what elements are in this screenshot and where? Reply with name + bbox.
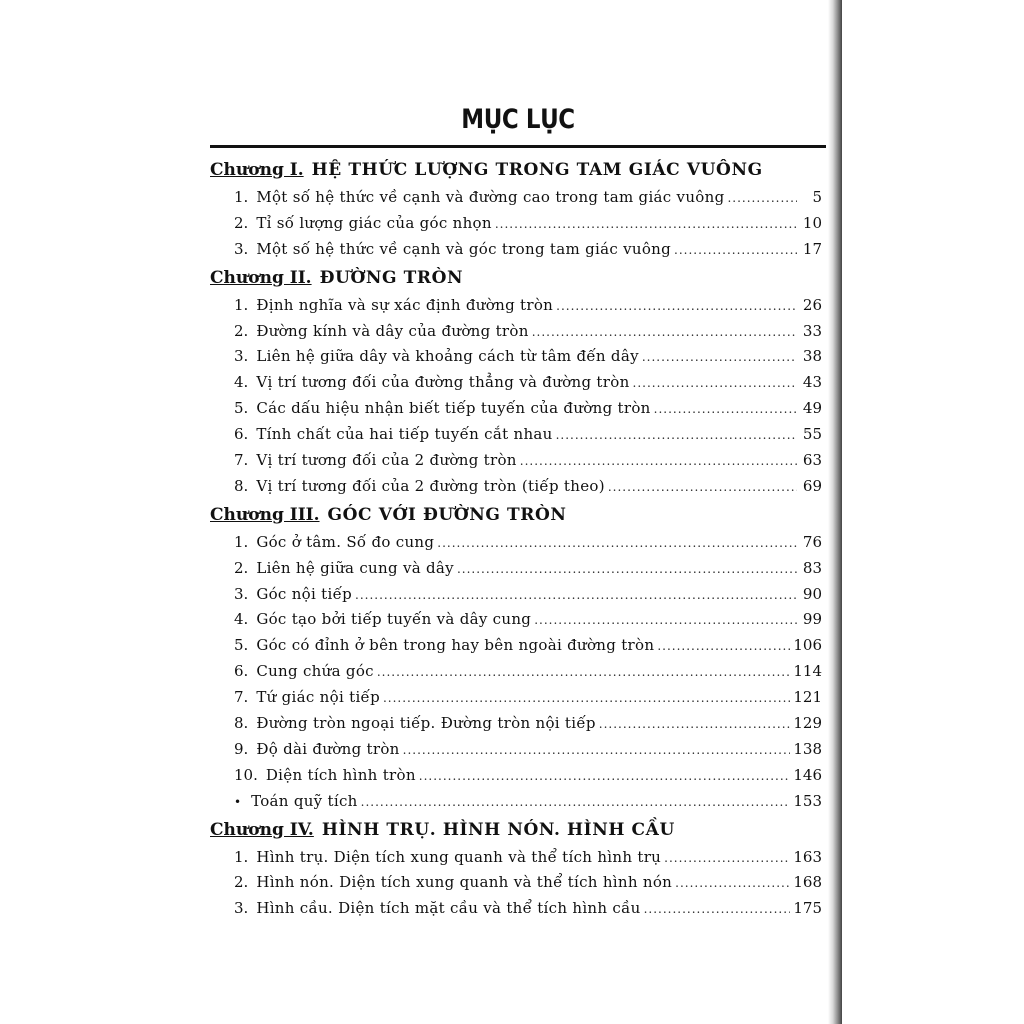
entry-title: Các dấu hiệu nhận biết tiếp tuyến của đường tròn	[256, 399, 651, 418]
chapter-title: ĐƯỜNG TRÒN	[319, 267, 464, 288]
dot-leader	[599, 712, 791, 738]
chapter-label: Chương II.	[210, 267, 312, 288]
dot-leader	[664, 846, 790, 872]
entry-number: 1.	[234, 188, 249, 206]
toc-entry[interactable]	[210, 845, 822, 871]
toc-entry[interactable]	[210, 448, 822, 474]
toc-entry[interactable]	[210, 789, 822, 815]
entry-title: Góc nội tiếp	[256, 584, 353, 603]
entry-title: Một số hệ thức về cạnh và góc trong tam giác vuông	[256, 239, 672, 258]
toc-entry[interactable]	[210, 370, 822, 396]
entry-title: Góc ở tâm. Số đo cung	[256, 532, 435, 551]
entry-title: Tính chất của hai tiếp tuyến cắt nhau	[256, 425, 553, 444]
entry-title: Góc tạo bởi tiếp tuyến và dây cung	[256, 610, 532, 629]
dot-leader	[633, 371, 797, 397]
entry-page-number: 163	[793, 847, 822, 866]
entry-number: 6.	[234, 425, 249, 444]
toc-entry[interactable]	[210, 763, 822, 789]
entry-number: 4.	[234, 610, 249, 629]
chapter-label: Chương I.	[210, 160, 304, 180]
entry-title: Vị trí tương đối của 2 đường tròn (tiếp theo)	[256, 476, 605, 495]
dot-leader	[654, 397, 797, 423]
page-spine-shadow	[828, 0, 842, 1024]
toc-entry[interactable]	[210, 737, 822, 763]
toc-entry[interactable]	[210, 530, 822, 556]
dot-leader	[675, 871, 790, 897]
entry-number: 2.	[234, 213, 249, 232]
chapter-label: Chương IV.	[210, 819, 314, 840]
dot-leader	[457, 557, 797, 583]
entry-page-number: 38	[802, 347, 822, 366]
toc-entry[interactable]	[210, 344, 822, 370]
entry-page-number: 121	[793, 688, 822, 707]
entry-page-number: 129	[793, 714, 822, 733]
dot-leader	[403, 738, 791, 764]
bullet-icon: •	[234, 794, 242, 809]
entry-page-number: 5	[812, 188, 822, 206]
entry-title: Độ dài đường tròn	[256, 739, 400, 758]
entry-number: 1.	[234, 295, 249, 314]
entry-title: Cung chứa góc	[256, 662, 374, 681]
table-of-contents	[210, 155, 822, 922]
entry-page-number: 175	[793, 899, 822, 918]
toc-entry[interactable]	[210, 582, 822, 608]
entry-page-number: 168	[793, 873, 822, 892]
dot-leader	[657, 634, 790, 660]
chapter-heading[interactable]	[210, 815, 822, 845]
entry-page-number: 90	[802, 584, 822, 603]
entry-number: 1.	[234, 532, 249, 551]
toc-entry[interactable]	[210, 659, 822, 685]
dot-leader	[642, 345, 797, 371]
dot-leader	[727, 186, 797, 212]
dot-leader	[556, 294, 797, 320]
entry-number: 9.	[234, 739, 249, 758]
entry-number: 10.	[234, 765, 258, 784]
entry-title: Hình trụ. Diện tích xung quanh và thể tích hình trụ	[256, 847, 662, 866]
entry-page-number: 49	[802, 399, 822, 418]
entry-number: 2.	[234, 321, 249, 340]
entry-number: 8.	[234, 714, 249, 733]
toc-entry[interactable]	[210, 474, 822, 500]
chapter-title: HỆ THỨC LƯỢNG TRONG TAM GIÁC VUÔNG	[311, 160, 763, 180]
dot-leader	[383, 686, 790, 712]
entry-page-number: 43	[802, 373, 822, 392]
entry-number: 4.	[234, 373, 249, 392]
entry-title: Định nghĩa và sự xác định đường tròn	[256, 295, 554, 314]
title-divider	[210, 145, 826, 148]
entry-title: Hình cầu. Diện tích mặt cầu và thể tích hình cầu	[256, 899, 641, 918]
entry-title: Tứ giác nội tiếp	[256, 688, 380, 707]
toc-entry[interactable]	[210, 211, 822, 237]
dot-leader	[608, 475, 797, 501]
entry-page-number: 106	[793, 636, 822, 655]
entry-title: Đường tròn ngoại tiếp. Đường tròn nội tiếp	[256, 714, 596, 733]
toc-entry[interactable]	[210, 319, 822, 345]
dot-leader	[361, 790, 791, 816]
entry-page-number: 10	[802, 213, 822, 232]
toc-entry[interactable]	[210, 711, 822, 737]
entry-page-number: 63	[802, 451, 822, 470]
entry-number: 5.	[234, 399, 249, 418]
entry-title: Liên hệ giữa dây và khoảng cách từ tâm đến dây	[256, 347, 639, 366]
dot-leader	[556, 423, 797, 449]
entry-number: 3.	[234, 584, 249, 603]
entry-number: 7.	[234, 688, 249, 707]
entry-number: 8.	[234, 476, 249, 495]
entry-title: Vị trí tương đối của đường thẳng và đường tròn	[256, 373, 630, 392]
dot-leader	[520, 449, 797, 475]
entry-page-number: 153	[793, 791, 822, 810]
chapter-title: HÌNH TRỤ. HÌNH NÓN. HÌNH CẦU	[321, 819, 675, 840]
entry-title: Liên hệ giữa cung và dây	[256, 558, 454, 577]
toc-entry[interactable]	[210, 896, 822, 922]
entry-number: 2.	[234, 873, 249, 892]
chapter-heading[interactable]	[210, 263, 822, 293]
entry-page-number: 76	[802, 532, 822, 551]
entry-page-number: 138	[793, 739, 822, 758]
entry-page-number: 114	[793, 662, 822, 681]
entry-page-number: 146	[793, 765, 822, 784]
entry-title: Vị trí tương đối của 2 đường tròn	[256, 451, 517, 470]
entry-page-number: 99	[802, 610, 822, 629]
entry-page-number: 69	[802, 476, 822, 495]
entry-title: Đường kính và dây của đường tròn	[256, 321, 529, 340]
toc-entry[interactable]	[210, 293, 822, 319]
toc-entry[interactable]	[210, 237, 822, 263]
entry-number: 1.	[234, 847, 249, 866]
toc-entry[interactable]	[210, 422, 822, 448]
chapter-heading[interactable]	[210, 500, 822, 530]
entry-number: 5.	[234, 636, 249, 655]
page-title: MỤC LỤC	[461, 104, 575, 135]
dot-leader	[644, 897, 791, 923]
toc-entry[interactable]	[210, 870, 822, 896]
entry-title: Hình nón. Diện tích xung quanh và thể tích hình nón	[256, 873, 673, 892]
dot-leader	[355, 583, 797, 609]
chapter-label: Chương III.	[210, 504, 320, 525]
entry-title: Diện tích hình tròn	[265, 765, 416, 784]
entry-title: Tỉ số lượng giác của góc nhọn	[256, 213, 492, 232]
chapter-title: GÓC VỚI ĐƯỜNG TRÒN	[327, 504, 567, 525]
page-margin	[842, 0, 1024, 1024]
toc-entry[interactable]	[210, 633, 822, 659]
entry-title: Góc có đỉnh ở bên trong hay bên ngoài đường tròn	[256, 636, 655, 655]
entry-number: 6.	[234, 662, 249, 681]
chapter-heading[interactable]	[210, 155, 822, 185]
toc-entry[interactable]	[210, 185, 822, 211]
dot-leader	[495, 212, 797, 238]
dot-leader	[377, 660, 791, 686]
entry-number: 3.	[234, 239, 249, 258]
entry-number: 7.	[234, 451, 249, 470]
entry-title: Một số hệ thức về cạnh và đường cao trong tam giác vuông	[256, 188, 725, 206]
entry-page-number: 55	[802, 425, 822, 444]
entry-page-number: 17	[802, 239, 822, 258]
dot-leader	[674, 238, 797, 264]
entry-page-number: 33	[802, 321, 822, 340]
entry-number: 2.	[234, 558, 249, 577]
dot-leader	[437, 531, 797, 557]
dot-leader	[532, 320, 797, 346]
dot-leader	[419, 764, 791, 790]
toc-entry[interactable]	[210, 685, 822, 711]
entry-page-number: 26	[802, 295, 822, 314]
toc-entry[interactable]	[210, 607, 822, 633]
entry-title: Toán quỹ tích	[251, 791, 358, 810]
entry-page-number: 83	[802, 558, 822, 577]
toc-entry[interactable]	[210, 396, 822, 422]
dot-leader	[534, 608, 797, 634]
entry-number: 3.	[234, 899, 249, 918]
toc-entry[interactable]	[210, 556, 822, 582]
entry-number: 3.	[234, 347, 249, 366]
